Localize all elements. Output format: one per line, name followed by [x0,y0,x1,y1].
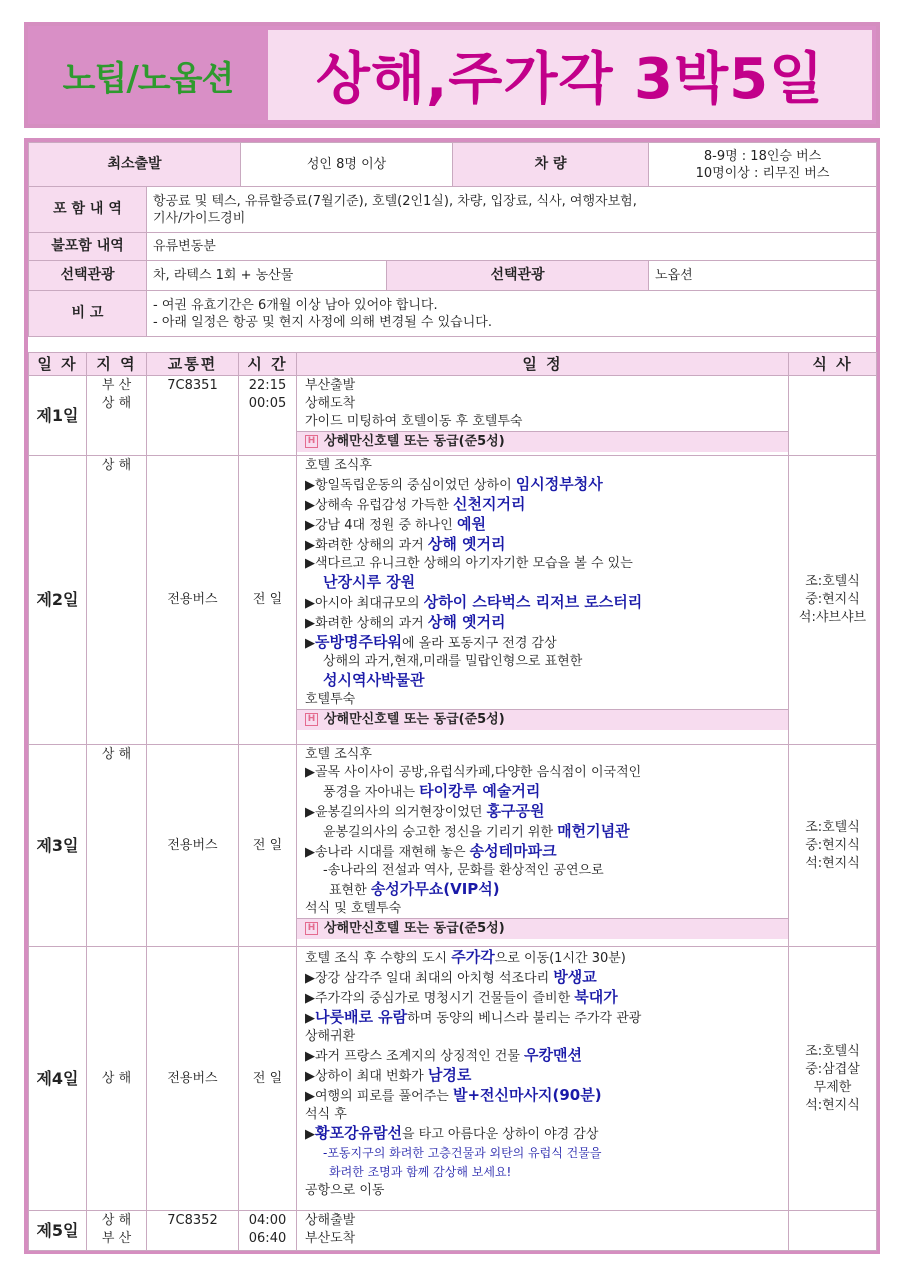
itinerary-line: 상해의 과거,현재,미래를 밀랍인형으로 표현한 [323,654,583,669]
flight-times [239,376,297,456]
itinerary-text: ▶상해속 유럽감성 가득한 [305,498,453,513]
time-line: 06:40 [248,1231,287,1246]
transport: 전용버스 [147,947,239,1211]
vehicle-line-1: 8-9명 : 18인승 버스 [703,148,822,164]
meal-line: 조:호텔식 [805,1043,860,1059]
meal-line: 석:현지식 [805,855,860,871]
itinerary-cell [297,456,789,745]
attraction-name: 임시정부청사 [515,475,603,493]
transport: 전용버스 [147,745,239,947]
itinerary-cell [297,745,789,947]
itinerary-cell [297,376,789,456]
itinerary-line: 석식 및 호텔투숙 [305,901,402,916]
hotel-name: 상해만신호텔 또는 동급(준5성) [324,434,505,449]
schedule-table [28,352,877,1251]
hotel-info [297,709,788,730]
notes-label: 비 고 [29,291,147,337]
itinerary-line [305,782,780,802]
flight-number: 7C8351 [147,376,239,456]
time: 전 일 [239,947,297,1211]
header-transport: 교통편 [147,353,239,376]
meal-line: 중:현지식 [805,837,860,853]
attraction-name: 난장시루 장원 [323,573,416,591]
itinerary-text: ▶송나라 시대를 재현해 놓은 [305,845,470,860]
itinerary-line: 공항으로 이동 [305,1183,385,1198]
optional-tour-value-1: 차, 라텍스 1회 + 농산물 [147,261,387,291]
title-banner-left [28,26,268,124]
info-table [28,142,877,337]
itinerary-line [305,1046,780,1066]
attraction-name: 주가각 [451,948,495,966]
itinerary-note: 화려한 조명과 함께 감상해 보세요! [329,1165,512,1179]
attraction-name: 동방명주타워 [315,633,402,651]
optional-tour-label-2: 선택관광 [387,261,649,291]
itinerary-line: 호텔 조식후 [305,747,372,762]
attraction-name: 홍구공원 [486,802,545,820]
day-label: 제5일 [29,1211,87,1251]
excluded-label: 불포함 내역 [29,233,147,261]
meal-cell [789,947,877,1211]
itinerary-text: ▶윤봉길의사의 의거현장이었던 [305,805,487,820]
itinerary-line [305,475,780,495]
itinerary-text: ▶ [305,1127,315,1142]
itinerary-text: ▶화려한 상해의 과거 [305,616,428,631]
region [87,376,147,456]
included-value [147,187,877,233]
itinerary-text: 에 올라 포동지구 전경 감상 [401,636,557,651]
itinerary-line [305,515,780,535]
attraction-name: 상해 옛거리 [427,613,506,631]
hotel-name: 상해만신호텔 또는 동급(준5성) [324,712,505,727]
itinerary-text: 을 타고 아름다운 상하이 야경 감상 [401,1127,599,1142]
itinerary-line: 석식 후 [305,1107,347,1122]
meal-line: 조:호텔식 [805,574,860,589]
itinerary-text: ▶여행의 피로를 풀어주는 [305,1089,453,1104]
itinerary-line: -송나라의 전설과 역사, 문화를 환상적인 공연으로 [323,863,604,878]
itinerary-line [305,671,780,691]
attraction-name: 신천지거리 [452,495,526,513]
vehicle-label: 차 량 [453,143,649,187]
itinerary-cell [297,1211,789,1251]
itinerary-line [305,802,780,822]
itinerary-line [305,880,780,900]
schedule-row-day4 [29,947,877,1211]
attraction-name: 성시역사박물관 [323,671,425,689]
itinerary-text: ▶항일독립운동의 중심이었던 상하이 [305,478,516,493]
day-label: 제4일 [29,947,87,1211]
notes-value [147,291,877,337]
schedule-row-day3 [29,745,877,947]
included-label: 포 함 내 역 [29,187,147,233]
itinerary-text: ▶과거 프랑스 조계지의 상징적인 건물 [305,1049,525,1064]
itinerary-line [305,573,780,593]
region-line: 부 산 [101,1231,132,1246]
flight-times [239,1211,297,1251]
attraction-name: 송성테마파크 [469,842,557,860]
itinerary-text: 으로 이동(1시간 30분) [494,951,626,966]
hotel-icon: H [305,435,318,448]
included-line-1: 항공료 및 텍스, 유류할증료(7월기준), 호텔(2인1실), 차량, 입장료, 식사, 여행자보험, [153,193,637,209]
attraction-name: 매헌기념관 [557,822,630,840]
region-line: 상 해 [101,396,132,411]
itinerary-line [305,1086,780,1106]
header-region: 지 역 [87,353,147,376]
time-line: 00:05 [248,396,287,411]
itinerary-line [305,968,780,988]
itinerary-line [305,593,780,613]
itinerary-line: ▶색다르고 유니크한 상해의 아기자기한 모습을 볼 수 있는 [305,556,633,571]
itinerary-line [305,948,780,968]
meal-line: 무제한 [813,1079,852,1095]
note-line-2: - 아래 일정은 항공 및 현지 사정에 의해 변경될 수 있습니다. [153,314,492,330]
vehicle-value [649,143,877,187]
title-banner-right [268,30,872,120]
region: 상 해 [87,745,147,947]
day-label: 제2일 [29,456,87,745]
itinerary-line: 상해도착 [305,396,356,411]
itinerary-line: 호텔투숙 [305,692,356,707]
itinerary-text: ▶상하이 최대 번화가 [305,1069,428,1084]
meal-line: 중:삼겹살 [805,1061,860,1077]
flight-number: 7C8352 [147,1211,239,1251]
itinerary-text: ▶장강 삼각주 일대 최대의 아치형 석조다리 [305,971,554,986]
min-departure-label: 최소출발 [29,143,241,187]
itinerary-line [305,1124,780,1144]
schedule-row-day2 [29,456,877,745]
itinerary-line: 상해귀환 [305,1029,356,1044]
min-departure-value: 성인 8명 이상 [241,143,453,187]
region [87,1211,147,1251]
transport: 전용버스 [147,456,239,745]
optional-tour-label-1: 선택관광 [29,261,147,291]
hotel-icon: H [305,922,318,935]
region: 상 해 [87,947,147,1211]
hotel-name: 상해만신호텔 또는 동급(준5성) [324,921,505,936]
meal-line: 석:샤브샤브 [798,610,867,625]
schedule-header-row [29,353,877,376]
itinerary-text: 호텔 조식 후 수향의 도시 [305,951,452,966]
hotel-info [297,918,788,939]
itinerary-text: 표현한 [329,883,371,898]
itinerary-line [305,633,780,653]
itinerary-text: ▶ [305,1011,315,1026]
meal-line: 조:호텔식 [805,819,860,835]
attraction-name: 발+전신마사지(90분) [452,1086,602,1104]
meal-cell [789,1211,877,1251]
itinerary-line [305,1066,780,1086]
region: 상 해 [87,456,147,745]
region-line: 상 해 [101,1213,132,1228]
schedule-row-day5 [29,1211,877,1251]
meal-line: 중:현지식 [805,592,860,607]
note-line-1: - 여권 유효기간은 6개월 이상 남아 있어야 합니다. [153,297,438,313]
meal-cell [789,376,877,456]
attraction-name: 상하이 스타벅스 리저브 로스터리 [423,593,643,611]
itinerary-line [305,1163,780,1182]
header-day: 일 자 [29,353,87,376]
attraction-name: 방생교 [553,968,597,986]
header-meal: 식 사 [789,353,877,376]
itinerary-line: 상해출발 [305,1213,356,1228]
itinerary-text: 풍경을 자아내는 [323,785,420,800]
day-label: 제1일 [29,376,87,456]
itinerary-text: ▶ [305,636,315,651]
itinerary-text: ▶아시아 최대규모의 [305,596,424,611]
optional-tour-value-2: 노옵션 [649,261,877,291]
header-time: 시 간 [239,353,297,376]
itinerary-cell [297,947,789,1211]
region-line: 부 산 [101,378,132,393]
itinerary-text: ▶강남 4대 정원 중 하나인 [305,518,457,533]
meal-cell [789,745,877,947]
attraction-name: 나룻배로 유람 [315,1008,408,1026]
title-banner [24,22,880,128]
time-line: 22:15 [248,378,287,393]
itinerary-line [305,613,780,633]
itinerary-line: ▶골목 사이사이 공방,유럽식카페,다양한 음식점이 이국적인 [305,765,642,780]
itinerary-line [305,535,780,555]
itinerary-line [305,1008,780,1028]
meal-line: 석:현지식 [805,1097,860,1113]
itinerary-text: ▶화려한 상해의 과거 [305,538,428,553]
attraction-name: 북대가 [574,988,618,1006]
meal-cell [789,456,877,745]
itinerary-line: 부산도착 [305,1231,356,1246]
itinerary-line [305,842,780,862]
attraction-name: 상해 옛거리 [427,535,506,553]
time: 전 일 [239,745,297,947]
itinerary-text: 하며 동양의 베니스라 불리는 주가각 관광 [407,1011,642,1026]
excluded-value: 유류변동분 [147,233,877,261]
itinerary-line [305,1144,780,1163]
header-itinerary: 일 정 [297,353,789,376]
no-tip-no-option-title: 노팁/노옵션 [62,58,234,99]
itinerary-line [305,495,780,515]
hotel-info [297,431,788,452]
vehicle-line-2: 10명이상 : 리무진 버스 [695,165,830,181]
itinerary-line: 가이드 미팅하여 호텔이동 후 호텔투숙 [305,414,523,429]
itinerary-line: 부산출발 [305,378,356,393]
attraction-name: 황포강유람선 [315,1124,402,1142]
time-line: 04:00 [248,1213,287,1228]
hotel-icon: H [305,713,318,726]
time: 전 일 [239,456,297,745]
attraction-name: 남경로 [427,1066,472,1084]
itinerary-note: -포동지구의 화려한 고층건물과 외탄의 유럽식 건물을 [323,1146,602,1160]
itinerary-line [305,822,780,842]
attraction-name: 예원 [456,515,486,533]
schedule-row-day1 [29,376,877,456]
attraction-name: 우캉맨션 [524,1046,582,1064]
itinerary-line [305,988,780,1008]
itinerary-line: 호텔 조식후 [305,458,372,473]
page-title: 상해,주가각 3박5일 [315,47,825,112]
day-label: 제3일 [29,745,87,947]
attraction-name: 송성가무쇼(VIP석) [370,880,500,898]
itinerary-text: ▶주가각의 중심가로 명청시기 건물들이 즐비한 [305,991,575,1006]
included-line-2: 기사/가이드경비 [153,210,246,226]
attraction-name: 타이캉루 예술거리 [419,782,541,800]
itinerary-text: 윤봉길의사의 숭고한 정신을 기리기 위한 [323,825,558,840]
